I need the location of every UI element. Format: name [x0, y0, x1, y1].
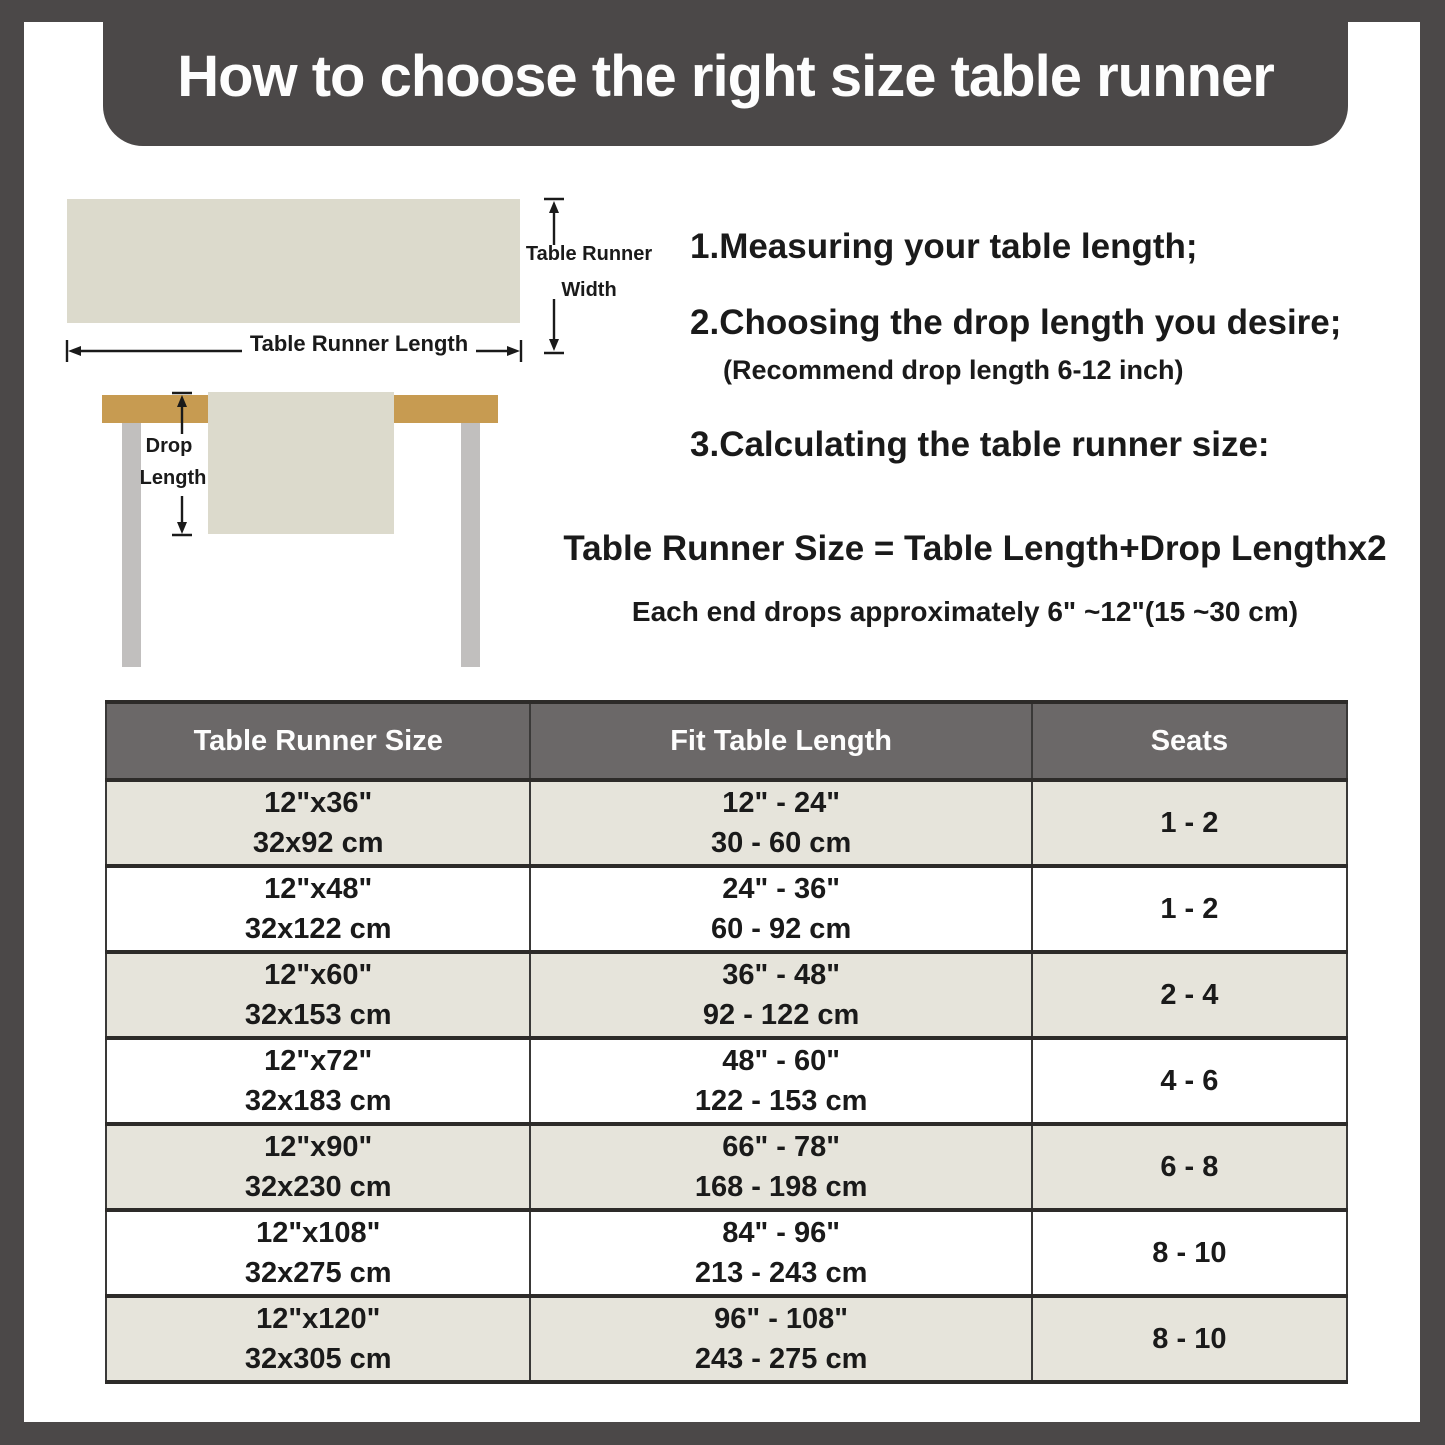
table-row: [106, 780, 1347, 866]
fit-length-cell: 48" - 60" 122 - 153 cm: [530, 1038, 1031, 1124]
title-banner: [103, 0, 1348, 146]
step-1: 1.Measuring your table length;: [690, 227, 1198, 266]
seats-cell: 4 - 6: [1032, 1038, 1347, 1124]
runner-size-cell: 12"x120" 32x305 cm: [106, 1296, 530, 1382]
seats-cell: 6 - 8: [1032, 1124, 1347, 1210]
table-row: [106, 866, 1347, 952]
runner-size-cell: 12"x48" 32x122 cm: [106, 866, 530, 952]
seats-cell: 8 - 10: [1032, 1210, 1347, 1296]
fit-length-cell: 96" - 108" 243 - 275 cm: [530, 1296, 1031, 1382]
width-label: Table Runner Width: [525, 243, 653, 301]
fit-length-cell: 36" - 48" 92 - 122 cm: [530, 952, 1031, 1038]
step-3: 3.Calculating the table runner size:: [690, 425, 1270, 464]
seats-cell: 1 - 2: [1032, 780, 1347, 866]
step-2: 2.Choosing the drop length you desire;: [690, 303, 1342, 342]
fit-length-cell: 84" - 96" 213 - 243 cm: [530, 1210, 1031, 1296]
table-leg-left: [122, 423, 141, 667]
drop-arrow-icon: [168, 390, 196, 540]
formula-main: Table Runner Size = Table Length+Drop Lengthx2: [563, 529, 1387, 568]
table-row: [106, 1124, 1347, 1210]
runner-size-cell: 12"x90" 32x230 cm: [106, 1124, 530, 1210]
table-row: [106, 952, 1347, 1038]
size-table-header-row: [106, 702, 1347, 780]
drop-label-line2: Length: [139, 467, 207, 489]
step-2-note: (Recommend drop length 6-12 inch): [723, 355, 1184, 385]
seats-cell: 8 - 10: [1032, 1296, 1347, 1382]
table-leg-right: [461, 423, 480, 667]
runner-size-cell: 12"x60" 32x153 cm: [106, 952, 530, 1038]
runner-size-cell: 12"x72" 32x183 cm: [106, 1038, 530, 1124]
seats-cell: 2 - 4: [1032, 952, 1347, 1038]
seats-cell: 1 - 2: [1032, 866, 1347, 952]
size-table-header-fit-length: Fit Table Length: [530, 702, 1031, 780]
page-title: How to choose the right size table runner: [177, 43, 1274, 109]
drop-label: Drop: [145, 435, 193, 457]
table-row: [106, 1296, 1347, 1382]
table-row: [106, 1210, 1347, 1296]
fit-length-cell: 24" - 36" 60 - 92 cm: [530, 866, 1031, 952]
size-table-header-runner-size: Table Runner Size: [106, 702, 530, 780]
size-table-header-seats: Seats: [1032, 702, 1347, 780]
size-table: [105, 700, 1348, 1384]
length-dimension: [64, 331, 524, 366]
fit-length-cell: 12" - 24" 30 - 60 cm: [530, 780, 1031, 866]
runner-drape: [208, 392, 394, 534]
runner-size-cell: 12"x108" 32x275 cm: [106, 1210, 530, 1296]
runner-size-cell: 12"x36" 32x92 cm: [106, 780, 530, 866]
length-label: Table Runner Length: [249, 331, 469, 356]
table-runner-top-view: [67, 199, 520, 323]
formula-note: Each end drops approximately 6" ~12"(15 ~30 cm): [631, 596, 1299, 627]
table-row: [106, 1038, 1347, 1124]
fit-length-cell: 66" - 78" 168 - 198 cm: [530, 1124, 1031, 1210]
